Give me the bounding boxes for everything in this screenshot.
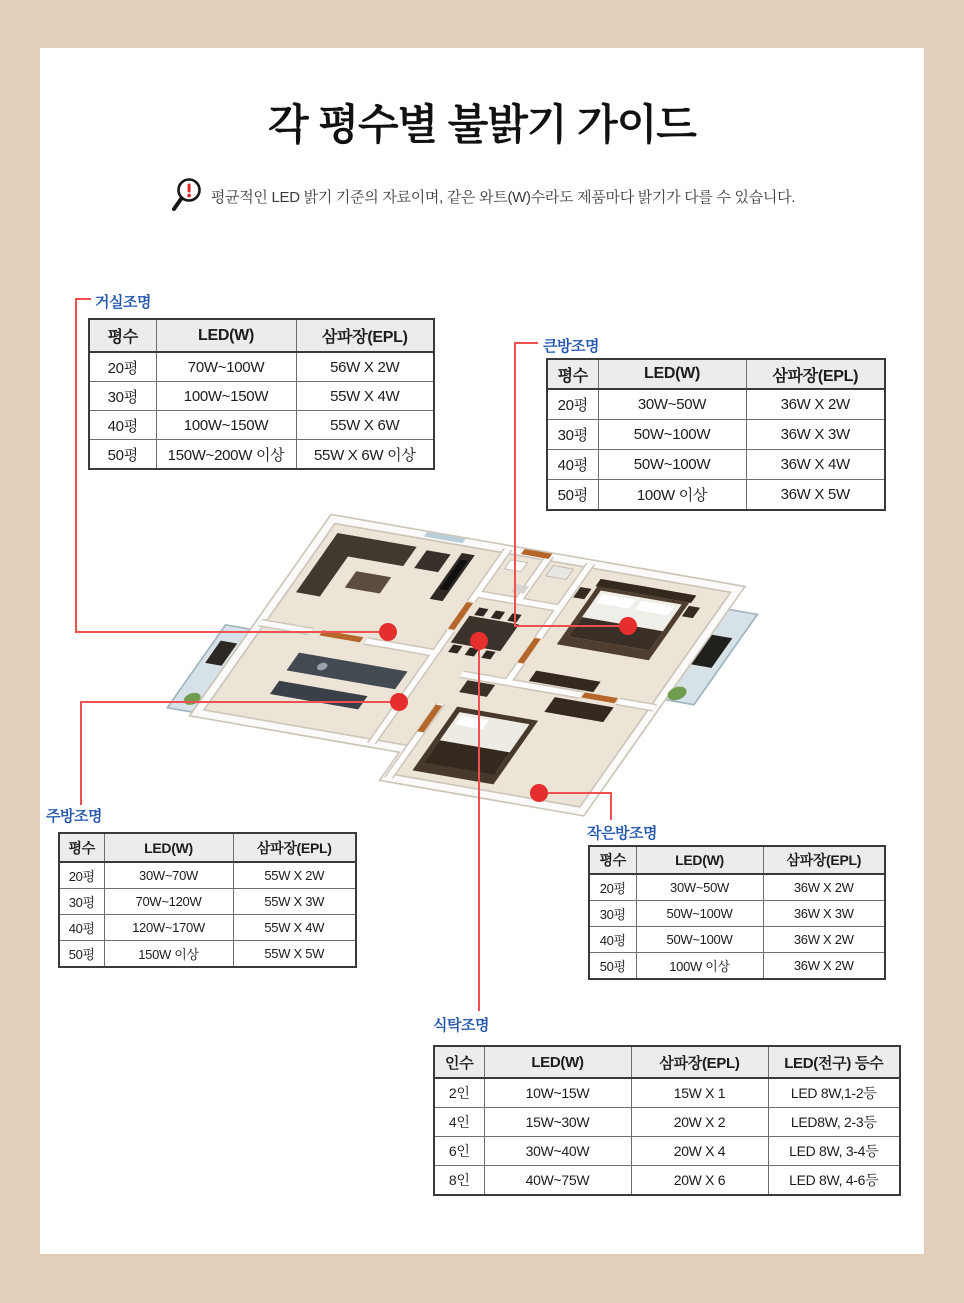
table-cell: 55W X 6W [296,411,434,440]
big-room-table [546,358,886,511]
table-cell: 70W~100W [156,352,296,382]
table-cell: 55W X 3W [233,889,356,915]
table-cell: 6인 [434,1137,484,1166]
table-row [434,1137,900,1166]
table-cell: 50평 [89,440,156,470]
big-room-label: 큰방조명 [543,338,599,355]
small-room-label: 작은방조명 [587,825,657,842]
table-cell: 55W X 4W [233,915,356,941]
table-cell: 8인 [434,1166,484,1196]
table-cell: 36W X 2W [763,874,885,901]
table-row [589,874,885,901]
column-header: 삼파장(EPL) [296,319,434,352]
table-cell: 70W~120W [104,889,233,915]
table-cell: LED 8W,1-2등 [768,1078,900,1108]
table-cell: 30W~40W [484,1137,631,1166]
table-cell: 50평 [547,480,598,511]
table-cell: 20W X 4 [631,1137,768,1166]
table-cell: 30평 [547,420,598,450]
table-cell: 15W~30W [484,1108,631,1137]
table-row [89,352,434,382]
table-cell: LED8W, 2-3등 [768,1108,900,1137]
table-cell: 100W 이상 [636,953,763,980]
table-cell: 36W X 2W [763,927,885,953]
page-title: 각 평수별 불밝기 가이드 [268,101,696,148]
table-row [589,953,885,980]
table-cell: 56W X 2W [296,352,434,382]
column-header: 평수 [547,359,598,389]
table-cell: 40평 [59,915,104,941]
kitchen-label: 주방조명 [46,808,102,825]
table-cell: 20평 [547,389,598,420]
header-row [434,1046,900,1078]
header-row [59,833,356,862]
table-row [589,901,885,927]
table-cell: 20평 [589,874,636,901]
header-row [547,359,885,389]
table-cell: 150W~200W 이상 [156,440,296,470]
column-header: 평수 [589,846,636,874]
table-cell: 55W X 6W 이상 [296,440,434,470]
table-cell: 2인 [434,1078,484,1108]
table-row [59,889,356,915]
living-room-label: 거실조명 [95,294,151,311]
table-row [59,941,356,968]
magnifier-exclamation-icon [169,176,203,216]
table-cell: 30평 [59,889,104,915]
table-cell: 20W X 6 [631,1166,768,1196]
column-header: LED(W) [484,1046,631,1078]
table-row [547,450,885,480]
table-cell: 4인 [434,1108,484,1137]
table-cell: 50평 [59,941,104,968]
table-cell: 20평 [89,352,156,382]
table-cell: 20평 [59,862,104,889]
table-cell: 50W~100W [598,450,746,480]
column-header: 인수 [434,1046,484,1078]
column-header: LED(W) [598,359,746,389]
table-cell: 15W X 1 [631,1078,768,1108]
column-header: 평수 [59,833,104,862]
table-cell: 40평 [547,450,598,480]
table-cell: 55W X 2W [233,862,356,889]
table-cell: 55W X 4W [296,382,434,411]
column-header: 삼파장(EPL) [763,846,885,874]
table-row [434,1166,900,1196]
table-cell: 50W~100W [636,927,763,953]
table-cell: 120W~170W [104,915,233,941]
column-header: 삼파장(EPL) [631,1046,768,1078]
header-row [89,319,434,352]
table-cell: 40평 [589,927,636,953]
column-header: LED(전구) 등수 [768,1046,900,1078]
table-cell: 150W 이상 [104,941,233,968]
table-row [89,440,434,470]
dining-table [433,1045,901,1196]
column-header: 삼파장(EPL) [746,359,885,389]
table-cell: 10W~15W [484,1078,631,1108]
table-cell: 30평 [589,901,636,927]
table-cell: 100W 이상 [598,480,746,511]
column-header: 삼파장(EPL) [233,833,356,862]
column-header: LED(W) [156,319,296,352]
column-header: 평수 [89,319,156,352]
table-row [547,420,885,450]
table-cell: 36W X 3W [746,420,885,450]
table-row [434,1108,900,1137]
table-cell: 30W~50W [636,874,763,901]
table-cell: 50평 [589,953,636,980]
header-row [589,846,885,874]
table-cell: 36W X 3W [763,901,885,927]
table-row [547,389,885,420]
dining-label: 식탁조명 [433,1017,489,1034]
notice-text: 평균적인 LED 밝기 기준의 자료이며, 같은 와트(W)수라도 제품마다 밝기가 다를 수 있습니다. [210,188,796,206]
table-row [59,862,356,889]
table-cell: 50W~100W [598,420,746,450]
column-header: LED(W) [636,846,763,874]
table-row [434,1078,900,1108]
table-row [547,480,885,511]
table-cell: 30W~70W [104,862,233,889]
notice-row [0,176,964,216]
table-cell: 36W X 4W [746,450,885,480]
table-cell: LED 8W, 3-4등 [768,1137,900,1166]
table-cell: LED 8W, 4-6등 [768,1166,900,1196]
table-cell: 20W X 2 [631,1108,768,1137]
table-cell: 36W X 5W [746,480,885,511]
table-cell: 55W X 5W [233,941,356,968]
table-cell: 36W X 2W [763,953,885,980]
table-row [89,382,434,411]
table-cell: 30W~50W [598,389,746,420]
table-cell: 36W X 2W [746,389,885,420]
table-row [589,927,885,953]
small-room-table [588,845,886,980]
table-cell: 30평 [89,382,156,411]
table-cell: 40평 [89,411,156,440]
table-row [89,411,434,440]
table-row [59,915,356,941]
table-cell: 50W~100W [636,901,763,927]
table-cell: 40W~75W [484,1166,631,1196]
column-header: LED(W) [104,833,233,862]
table-cell: 100W~150W [156,411,296,440]
table-cell: 100W~150W [156,382,296,411]
living-room-table [88,318,435,470]
kitchen-table [58,832,357,968]
